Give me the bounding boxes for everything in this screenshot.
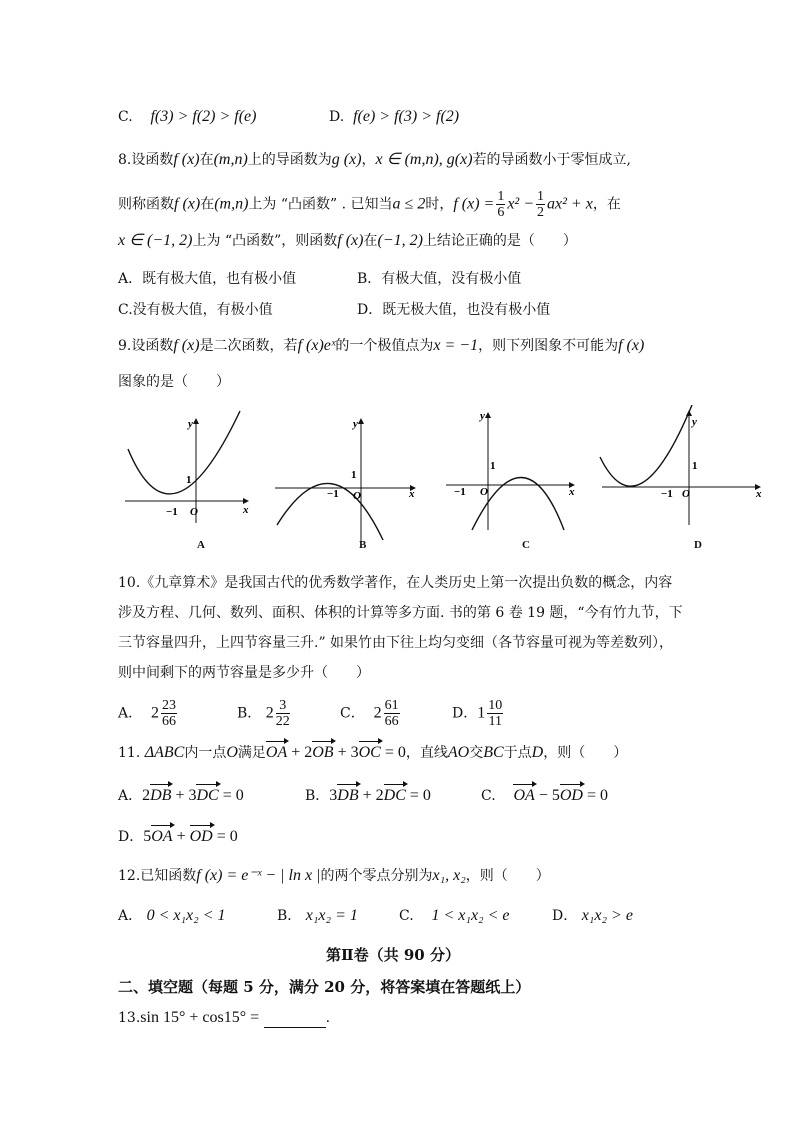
option-label: D． [118, 829, 144, 845]
q7-option-c-label: C. [118, 109, 133, 125]
q11-text: 交 [469, 745, 484, 761]
q11-text: ，则（ ） [543, 745, 628, 761]
q8-math: f (x) = [453, 195, 495, 213]
q11-text: 于点 [503, 745, 532, 761]
fill-in-section-title: 二、填空题（每题 5 分，满分 20 分，将答案填在答题纸上） [118, 978, 531, 996]
equation-tail: = 0 [218, 787, 244, 804]
equation-tail: = 0 [582, 787, 608, 804]
fraction [487, 698, 503, 729]
q7-option-d-label: D. [329, 109, 345, 125]
q8-line-2 [118, 189, 621, 220]
denominator: 6 [497, 205, 505, 220]
x-label: x [409, 488, 415, 500]
q9-math: f (x) [173, 337, 200, 354]
coefficient: + [172, 828, 190, 845]
vector: DB [337, 787, 359, 804]
whole-part: 2 [151, 704, 160, 722]
numerator: 1 [537, 189, 545, 204]
tick-label: −1 [454, 486, 466, 498]
q10-option-d [452, 698, 505, 729]
x-label: x [569, 486, 575, 498]
q8-line-3 [118, 231, 577, 251]
denominator: 66 [384, 714, 399, 729]
q8-text: 上为 “凸函数”，则函数 [192, 233, 338, 249]
q11-text: 11. [118, 745, 141, 761]
answer-blank[interactable] [264, 1013, 326, 1028]
q9-text: 的一个极值点为 [335, 338, 434, 354]
q9-line-1 [118, 336, 644, 356]
graph-a-caption: A [197, 539, 205, 551]
option-label: D． [552, 908, 578, 924]
q12-math: f (x) = e⁻ˣ − | ln x | [196, 867, 321, 884]
x-label: x [756, 488, 762, 500]
q13-stem [118, 1008, 330, 1028]
denominator: 22 [275, 714, 290, 729]
tick-label: −1 [166, 506, 178, 518]
q8-text: 8.设函数 [118, 152, 174, 168]
y-label: y [188, 418, 193, 430]
q12-text: ，则（ ） [465, 868, 550, 884]
option-label: C. [481, 788, 496, 804]
q9-text: ，则下列图象不可能为 [478, 338, 619, 354]
q10-line-2: 涉及方程、几何、数列、面积、体积的计算等多方面. 书的第 6 卷 19 题，“今有竹九节，下 [118, 605, 683, 621]
vector: OA [265, 744, 288, 761]
q8-text: 在 [200, 196, 215, 213]
q12-text: 的两个零点分别为 [320, 868, 433, 884]
q8-text: 上为 “凸函数” . 已知当 [248, 196, 393, 213]
q11-option-a [118, 786, 244, 806]
tick-label: −1 [661, 488, 673, 500]
equation-tail: = 0 [405, 787, 431, 804]
coefficient: + 2 [358, 787, 384, 804]
fraction [536, 189, 545, 220]
equation-tail: = 0 [212, 828, 238, 845]
tick-label: 1 [692, 460, 698, 472]
denominator: 11 [488, 714, 502, 729]
q9-graphs [120, 405, 770, 560]
vector: OB [312, 744, 334, 761]
q13-math: sin 15° + cos15° = [140, 1009, 260, 1026]
coefficient: − 5 [534, 787, 560, 804]
numerator: 3 [276, 698, 290, 714]
q7-option-d [329, 107, 459, 127]
q8-math: f (x) [174, 195, 201, 213]
graph-d [600, 405, 762, 525]
part-two-title: 第Ⅱ卷（共 90 分） [326, 946, 460, 964]
graph-c [446, 410, 575, 530]
q12-math: x₁, x₂ [432, 867, 466, 884]
numerator: 10 [488, 698, 503, 713]
fraction [496, 189, 505, 220]
q10-option-a [118, 698, 179, 729]
parabola-curve [600, 405, 692, 486]
graph-b [275, 418, 415, 545]
q8-math: x ∈ (m,n), g(x) [375, 151, 473, 168]
q12-text: 12.已知函数 [118, 868, 197, 884]
y-label: y [692, 416, 697, 428]
q8-line-1 [118, 150, 631, 170]
q8-text: 时， [425, 196, 454, 213]
numerator: 61 [384, 698, 399, 713]
numerator: 1 [497, 189, 505, 204]
q8-text: 若的导函数小于零恒成立, [472, 152, 632, 168]
q11-stem [118, 743, 627, 763]
whole-part: 1 [477, 704, 486, 722]
q11-math: + 3 [333, 744, 359, 761]
q9-text: 9.设函数 [118, 338, 174, 354]
q11-math: BC [483, 744, 504, 761]
vector: DB [150, 787, 172, 804]
q12-option-d [552, 906, 633, 926]
parabola-curve [128, 411, 240, 494]
denominator: 2 [537, 205, 545, 220]
q11-math: + 2 [287, 744, 313, 761]
denominator: 66 [162, 714, 177, 729]
option-expr: x₁x₂ = 1 [305, 907, 358, 924]
q8-math: f (x) [173, 151, 200, 168]
fraction [161, 698, 177, 729]
q8-option-d: D．既无极大值，也没有极小值 [357, 302, 551, 318]
vector: OD [189, 828, 213, 845]
vector: DC [196, 787, 219, 804]
q10-option-b [237, 698, 292, 729]
q8-text: 在 [199, 152, 214, 168]
origin-label: O [190, 506, 198, 518]
q8-text: 上的导函数为 [247, 152, 332, 168]
graph-a [125, 411, 249, 523]
q8-math: ax² + x [547, 195, 593, 213]
whole-part: 2 [265, 704, 274, 722]
vector: OA [513, 787, 535, 804]
q8-option-c: C.没有极大值，有极小值 [118, 302, 273, 318]
q7-option-c-expr: f(3) > f(2) > f(e) [150, 108, 257, 125]
tick-label: −1 [327, 488, 339, 500]
q12-option-b [277, 906, 358, 926]
q12-option-a [118, 906, 226, 926]
q10-line-4: 则中间剩下的两节容量是多少升（ ） [118, 665, 370, 681]
q9-line-2: 图象的是（ ） [118, 374, 230, 390]
option-label: D． [452, 705, 478, 722]
q8-text: 则称函数 [118, 196, 174, 213]
option-label: B． [305, 788, 330, 804]
q13-text: 13. [118, 1010, 141, 1026]
option-label: C． [340, 705, 365, 722]
q11-math: = 0 [380, 744, 406, 761]
q12-stem [118, 866, 550, 886]
q8-text: ， [361, 152, 376, 168]
q11-text: ，直线 [405, 745, 448, 761]
graph-b-caption: B [359, 539, 367, 551]
graph-d-caption: D [694, 539, 702, 551]
q11-math: ΔABC [144, 744, 185, 761]
x-label: x [243, 504, 249, 516]
q11-option-b [305, 786, 431, 806]
q7-option-c [118, 107, 256, 127]
option-label: B． [237, 705, 262, 722]
q11-math: AO [447, 744, 470, 761]
option-expr: x₁x₂ > e [581, 907, 633, 924]
q9-math: x = −1 [433, 337, 479, 354]
whole-part: 2 [373, 704, 382, 722]
fraction [276, 698, 290, 729]
q10-line-3: 三节容量四升，上四节容量三升.” 如果竹由下往上均匀变细（各节容量可视为等差数列）， [118, 635, 674, 651]
option-label: A． [118, 788, 143, 804]
q8-text: 上结论正确的是（ ） [422, 233, 577, 249]
q9-math: f (x) [618, 337, 645, 354]
tick-label: 1 [351, 469, 357, 481]
y-label: y [353, 418, 358, 430]
vector: OD [559, 787, 583, 804]
q8-math: (−1, 2) [377, 232, 423, 249]
q9-math: f (x)eˣ [297, 337, 336, 354]
q9-text: 是二次函数，若 [199, 338, 298, 354]
q11-math: O [226, 744, 238, 761]
origin-label: O [682, 488, 690, 500]
q8-math: (m,n) [213, 151, 248, 168]
q11-text: 内一点 [184, 745, 227, 761]
fraction [384, 698, 400, 729]
option-expr: 0 < x₁x₂ < 1 [146, 907, 226, 924]
tick-label: 1 [490, 460, 496, 472]
option-label: B． [277, 908, 302, 924]
option-label: A． [118, 705, 143, 722]
vector: OC [358, 744, 381, 761]
origin-label: O [353, 490, 361, 502]
q8-math: g (x) [331, 151, 362, 168]
q10-line-1: 10.《九章算术》是我国古代的优秀数学著作，在人类历史上第一次提出负数的概念，内容 [118, 575, 673, 591]
q8-math: x² − [507, 195, 535, 213]
q11-option-d [118, 827, 238, 847]
vector: DC [383, 787, 406, 804]
coefficient: 5 [143, 828, 152, 845]
coefficient: + 3 [171, 787, 197, 804]
q10-option-c [340, 698, 402, 729]
option-label: C. [399, 908, 414, 924]
q11-option-c [481, 786, 608, 806]
q12-option-c [399, 906, 510, 926]
option-expr: 1 < x₁x₂ < e [431, 907, 510, 924]
numerator: 23 [162, 698, 177, 713]
q8-text: 在 [363, 233, 378, 249]
coefficient: 2 [142, 787, 151, 804]
q8-math: f (x) [337, 232, 364, 249]
q8-option-a: A．既有极大值，也有极小值 [118, 271, 297, 287]
q13-text: . [325, 1010, 331, 1026]
q8-math: (m,n) [214, 195, 249, 213]
q11-math: D [531, 744, 544, 761]
q8-math: a ≤ 2 [392, 195, 426, 213]
origin-label: O [480, 486, 488, 498]
y-label: y [480, 410, 485, 422]
graph-c-caption: C [522, 539, 530, 551]
q8-math: x ∈ (−1, 2) [118, 232, 193, 249]
q7-option-d-expr: f(e) > f(3) > f(2) [353, 108, 460, 125]
vector: OA [151, 828, 173, 845]
q8-option-b: B．有极大值，没有极小值 [357, 271, 522, 287]
coefficient: 3 [329, 787, 338, 804]
q8-text: ，在 [592, 196, 621, 213]
q11-text: 满足 [237, 745, 266, 761]
tick-label: 1 [186, 474, 192, 486]
option-label: A． [118, 908, 143, 924]
